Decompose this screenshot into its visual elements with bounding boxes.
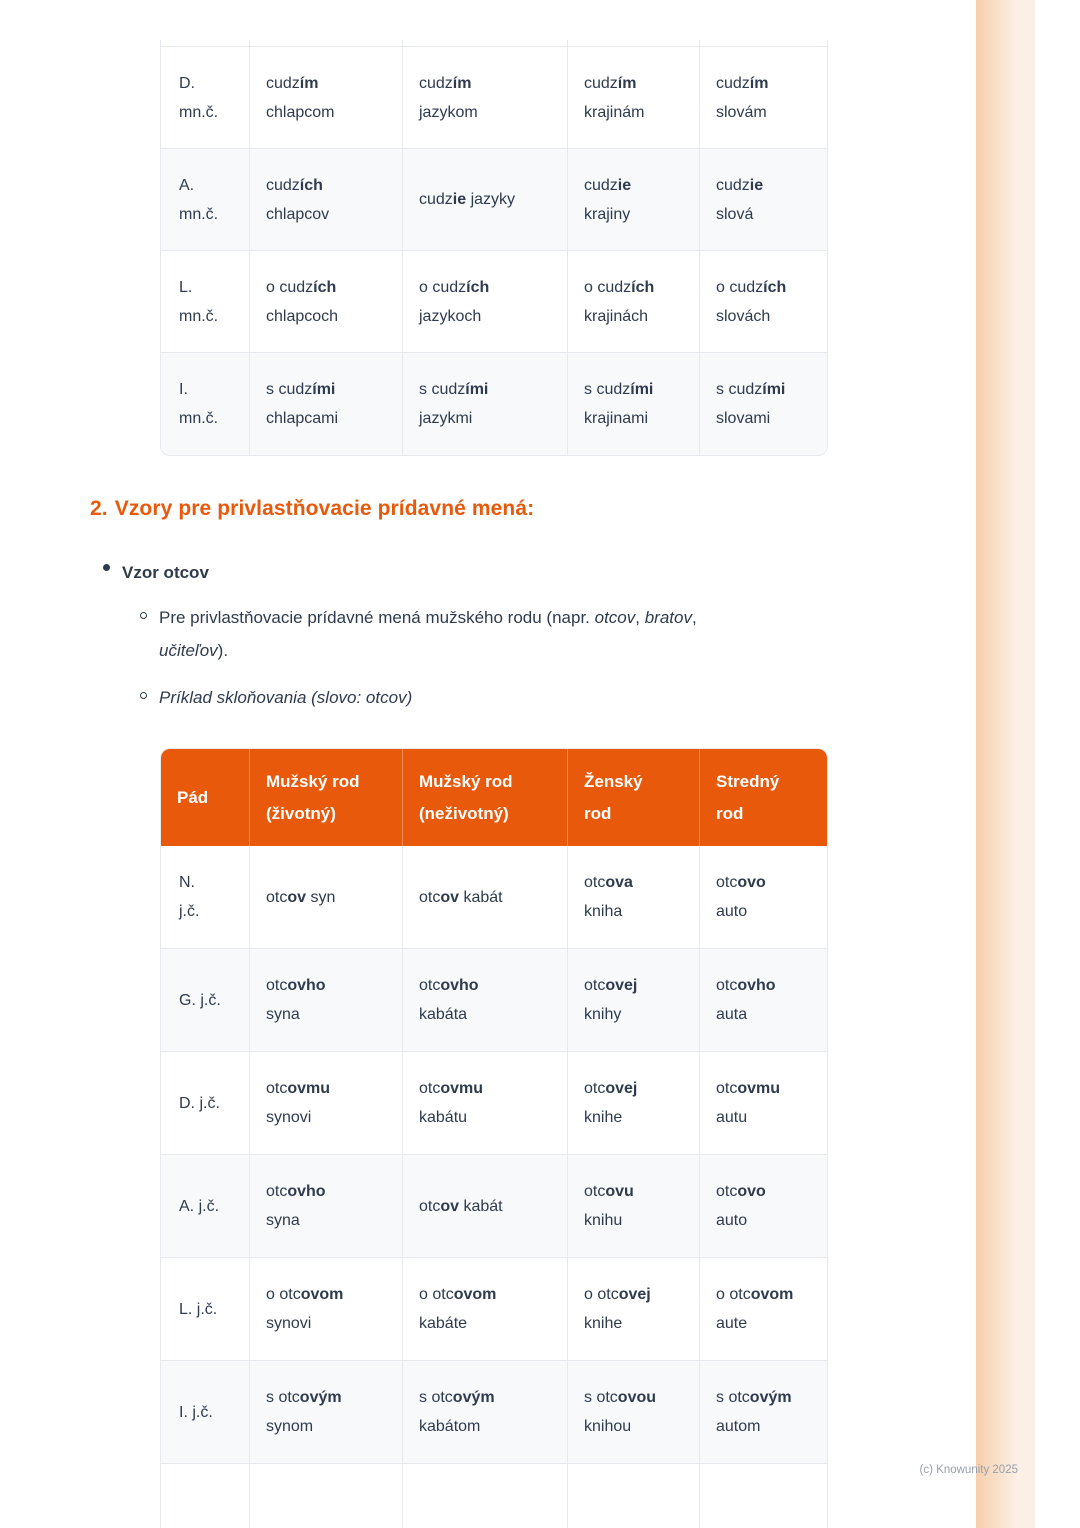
declined-form-cell: cudzie slová [700, 149, 828, 251]
table-header-row [161, 749, 828, 846]
case-label-cell: L. mn.č. [161, 251, 250, 353]
column-header: Ženský rod [568, 749, 700, 846]
list-item-description [140, 601, 810, 667]
table-cudzi [161, 40, 828, 455]
cropped-row [161, 1464, 828, 1528]
declined-form-cell: otcovo auto [700, 846, 828, 949]
declined-form-cell: cudzie krajiny [568, 149, 700, 251]
declined-form-cell: otcovmu autu [700, 1052, 828, 1155]
column-header: Mužský rod (životný) [250, 749, 403, 846]
empty-cell [161, 40, 250, 47]
case-label-cell: D. j.č. [161, 1052, 250, 1155]
bullet-circle-icon [140, 612, 147, 619]
declined-form-cell: otcov kabát [403, 1155, 568, 1258]
declined-form-cell: otcovho syna [250, 949, 403, 1052]
case-label-cell: I. mn.č. [161, 353, 250, 455]
table-row [161, 1155, 828, 1258]
empty-cell [568, 40, 700, 47]
declined-form-cell: o cudzích jazykoch [403, 251, 568, 353]
case-label-cell: D. mn.č. [161, 47, 250, 149]
table-row [161, 1361, 828, 1464]
declined-form-cell: cudzie jazyky [403, 149, 568, 251]
declined-form-cell: otcovu knihu [568, 1155, 700, 1258]
declined-form-cell: otcovho syna [250, 1155, 403, 1258]
declined-form-cell: otcovo auto [700, 1155, 828, 1258]
declined-form-cell: otcovho kabáta [403, 949, 568, 1052]
table-row [161, 353, 828, 455]
declined-form-cell: s cudzími slovami [700, 353, 828, 455]
list-item-example [140, 681, 810, 714]
table-otcov [161, 749, 828, 1528]
case-label-cell: I. j.č. [161, 1361, 250, 1464]
section-title: Vzory pre privlastňovacie prídavné mená: [114, 497, 535, 520]
table-row [161, 1052, 828, 1155]
section-heading [90, 497, 534, 521]
case-label-cell: G. j.č. [161, 949, 250, 1052]
declined-form-cell: otcov syn [250, 846, 403, 949]
declined-form-cell: s cudzími chlapcami [250, 353, 403, 455]
empty-cell [700, 1464, 828, 1528]
table-row [161, 949, 828, 1052]
declined-form-cell: otcovej knihe [568, 1052, 700, 1155]
empty-cell [250, 40, 403, 47]
declined-form-cell: o otcovej knihe [568, 1258, 700, 1361]
column-header: Stredný rod [700, 749, 828, 846]
column-header: Mužský rod (neživotný) [403, 749, 568, 846]
example-text: Príklad skloňovania (slovo: otcov) [159, 688, 413, 707]
table-row [161, 149, 828, 251]
declension-table-cudzi [160, 40, 828, 456]
empty-cell [403, 1464, 568, 1528]
table-row [161, 846, 828, 949]
declined-form-cell: s otcovým autom [700, 1361, 828, 1464]
declined-form-cell: o otcovom aute [700, 1258, 828, 1361]
table-row [161, 251, 828, 353]
case-label-cell: N. j.č. [161, 846, 250, 949]
declined-form-cell: cudzím krajinám [568, 47, 700, 149]
empty-cell [403, 40, 568, 47]
table-row [161, 47, 828, 149]
vzor-otcov-label: Vzor otcov [122, 563, 209, 582]
description-text: Pre privlastňovacie prídavné mená mužského rodu (napr. otcov, bratov, učiteľov). [159, 608, 697, 660]
empty-cell [700, 40, 828, 47]
empty-cell [568, 1464, 700, 1528]
declined-form-cell: otcov kabát [403, 846, 568, 949]
declension-table-otcov [160, 748, 828, 1528]
list-item-vzor-otcov [103, 556, 209, 589]
declined-form-cell: otcovho auta [700, 949, 828, 1052]
declined-form-cell: cudzích chlapcov [250, 149, 403, 251]
declined-form-cell: otcovmu kabátu [403, 1052, 568, 1155]
declined-form-cell: o cudzích slovách [700, 251, 828, 353]
declined-form-cell: otcova kniha [568, 846, 700, 949]
case-label-cell: A. mn.č. [161, 149, 250, 251]
declined-form-cell: o otcovom kabáte [403, 1258, 568, 1361]
empty-cell [250, 1464, 403, 1528]
case-label-cell: A. j.č. [161, 1155, 250, 1258]
bullet-circle-icon [140, 692, 147, 699]
declined-form-cell: cudzím slovám [700, 47, 828, 149]
bullet-disc-icon [103, 564, 110, 571]
declined-form-cell: otcovmu synovi [250, 1052, 403, 1155]
declined-form-cell: o otcovom synovi [250, 1258, 403, 1361]
declined-form-cell: s otcovým kabátom [403, 1361, 568, 1464]
column-header: Pád [161, 749, 250, 846]
empty-cell [161, 1464, 250, 1528]
declined-form-cell: s cudzími krajinami [568, 353, 700, 455]
declined-form-cell: s cudzími jazykmi [403, 353, 568, 455]
declined-form-cell: cudzím chlapcom [250, 47, 403, 149]
declined-form-cell: s otcovou knihou [568, 1361, 700, 1464]
declined-form-cell: o cudzích chlapcoch [250, 251, 403, 353]
declined-form-cell: s otcovým synom [250, 1361, 403, 1464]
cropped-row [161, 40, 828, 47]
declined-form-cell: otcovej knihy [568, 949, 700, 1052]
table-row [161, 1258, 828, 1361]
right-accent-bar [976, 0, 1035, 1528]
copyright-text: (c) Knowunity 2025 [919, 1464, 1018, 1476]
declined-form-cell: o cudzích krajinách [568, 251, 700, 353]
section-number: 2. [90, 497, 108, 520]
case-label-cell: L. j.č. [161, 1258, 250, 1361]
declined-form-cell: cudzím jazykom [403, 47, 568, 149]
